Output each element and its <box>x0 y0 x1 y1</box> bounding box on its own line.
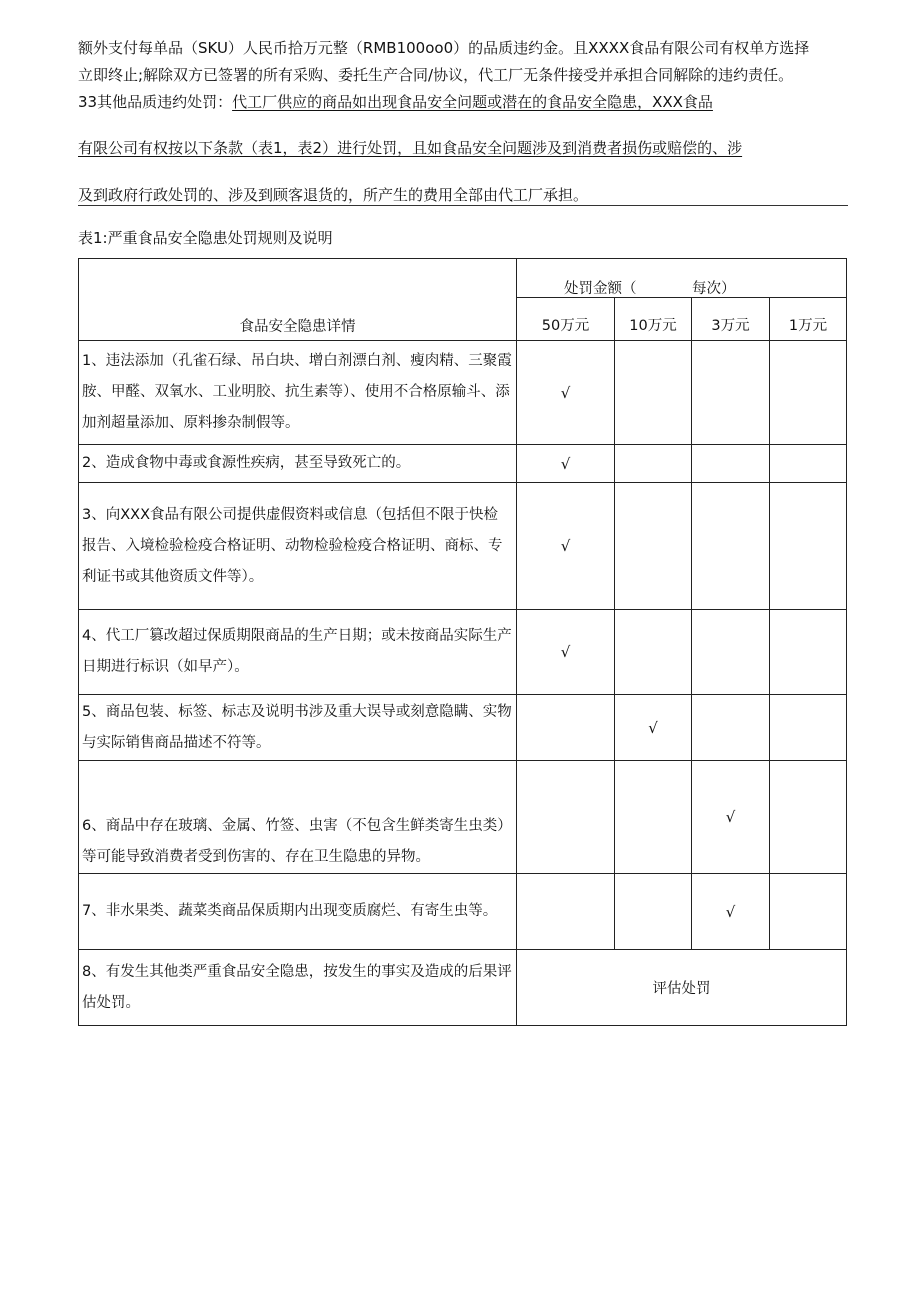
header-detail: 食品安全隐患详情 <box>79 259 517 341</box>
check-mark-icon: √ <box>725 902 736 921</box>
row-description: 3、向XXX食品有限公司提供虚假资料或信息（包括但不限于快检报告、入境检验检疫合格证明、动物检验检疫合格证明、商标、专利证书或其他资质文件等）。 <box>79 483 517 610</box>
check-cell <box>692 610 770 695</box>
check-cell <box>692 874 770 950</box>
clause-underlined-text: 代工厂供应的商品如出现食品安全问题或潜在的食品安全隐患，XXX食品 <box>232 93 713 111</box>
paragraph-line-1: 额外支付每单品（SKU）人民币拾万元整（RMB100oo0）的品质违约金。且XXXX食品有限公司有权单方选择 <box>78 39 810 57</box>
table-row <box>79 610 847 695</box>
check-cell <box>770 341 847 445</box>
check-mark-icon: √ <box>560 454 571 473</box>
paragraph-line-4: 有限公司有权按以下条款（表1，表2）进行处罚，且如食品安全问题涉及到消费者损伤或赔偿的、涉 <box>78 139 743 157</box>
check-cell <box>770 695 847 761</box>
table-row <box>79 761 847 874</box>
check-cell <box>692 341 770 445</box>
row-description: 6、商品中存在玻璃、金属、竹签、虫害（不包含生鲜类寄生虫类）等可能导致消费者受到伤害的、存在卫生隐患的异物。 <box>79 761 517 874</box>
paragraph-line-2: 立即终止;解除双方已签署的所有采购、委托生产合同/协议，代工厂无条件接受并承担合同解除的违约责任。 <box>78 66 794 84</box>
check-cell <box>692 483 770 610</box>
row-description: 1、违法添加（孔雀石绿、吊白块、增白剂漂白剂、瘦肉精、三聚霞胺、甲醛、双氧水、工业明胶、抗生素等）、使用不合格原输斗、添加剂超量添加、原料掺杂制假等。 <box>79 341 517 445</box>
table-row <box>79 445 847 483</box>
check-cell <box>615 695 692 761</box>
penalty-table <box>78 258 847 1026</box>
check-cell <box>615 483 692 610</box>
check-cell <box>615 445 692 483</box>
check-mark-icon: √ <box>560 537 571 555</box>
row-description: 2、造成食物中毒或食源性疾病，甚至导致死亡的。 <box>79 445 517 483</box>
table-row <box>79 874 847 950</box>
check-cell <box>692 761 770 874</box>
check-cell <box>615 874 692 950</box>
check-cell <box>770 445 847 483</box>
paragraph-line-3 <box>78 92 713 112</box>
check-cell <box>615 341 692 445</box>
check-cell <box>692 445 770 483</box>
check-cell <box>517 761 615 874</box>
check-cell <box>770 761 847 874</box>
clause-number: 33其他品质违约处罚： <box>78 93 233 111</box>
table-row <box>79 695 847 761</box>
table-row <box>79 483 847 610</box>
check-mark-icon: √ <box>560 383 571 402</box>
check-cell <box>615 761 692 874</box>
header-amount <box>517 259 847 298</box>
check-cell <box>517 341 615 445</box>
check-cell <box>517 483 615 610</box>
check-cell <box>770 874 847 950</box>
check-cell <box>517 695 615 761</box>
row-description: 7、非水果类、蔬菜类商品保质期内出现变质腐烂、有寄生虫等。 <box>79 874 517 950</box>
check-cell <box>615 610 692 695</box>
row-description: 8、有发生其他类严重食品安全隐患，按发生的事实及造成的后果评估处罚。 <box>79 950 517 1026</box>
table-row <box>79 950 847 1026</box>
header-amount-col: 10万元 <box>615 298 692 341</box>
check-cell <box>517 445 615 483</box>
row-description: 4、代工厂篡改超过保质期限商品的生产日期；或未按商品实际生产日期进行标识（如早产）。 <box>79 610 517 695</box>
table-caption: 表1:严重食品安全隐患处罚规则及说明 <box>78 229 333 247</box>
check-cell <box>692 695 770 761</box>
paragraph-line-5: 及到政府行政处罚的、涉及到顾客退货的，所产生的费用全部由代工厂承担。 <box>78 186 589 204</box>
header-amount-col: 3万元 <box>692 298 770 341</box>
header-amount-col: 50万元 <box>517 298 615 341</box>
check-cell <box>517 874 615 950</box>
check-cell <box>770 483 847 610</box>
header-amount-part-a: 处罚金额（ <box>564 281 637 297</box>
check-mark-icon: √ <box>725 808 736 826</box>
row-description: 5、商品包装、标签、标志及说明书涉及重大误导或刻意隐瞒、实物与实际销售商品描述不符等。 <box>79 695 517 761</box>
check-cell <box>770 610 847 695</box>
check-mark-icon: √ <box>560 643 571 661</box>
table-row <box>79 341 847 445</box>
header-amount-col: 1万元 <box>770 298 847 341</box>
assessment-cell: 评估处罚 <box>517 950 847 1026</box>
header-amount-part-b: 每次） <box>692 281 736 297</box>
check-mark-icon: √ <box>648 718 658 737</box>
divider <box>78 205 848 206</box>
check-cell <box>517 610 615 695</box>
